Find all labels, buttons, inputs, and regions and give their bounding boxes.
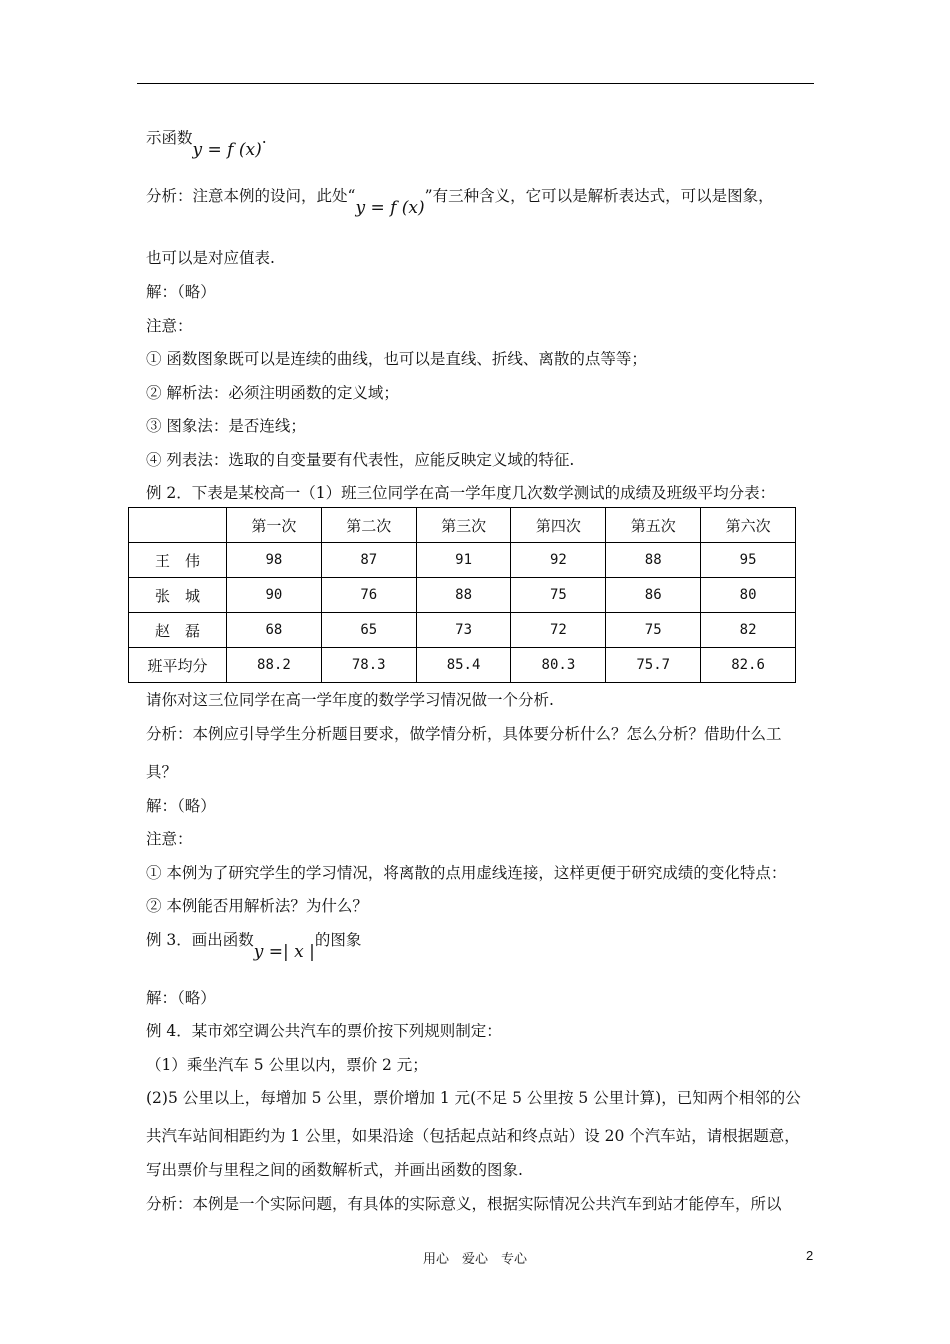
table-header-cell: 第一次 [227, 508, 322, 543]
score-cell: 87 [321, 543, 416, 578]
note-item: ② 本例能否用解析法？为什么？ [146, 897, 368, 915]
average-cell: 88.2 [227, 648, 322, 683]
average-cell: 78.3 [321, 648, 416, 683]
text: . [261, 129, 267, 147]
header-rule [137, 83, 814, 84]
text: 例 3．画出函数 [146, 931, 254, 949]
table-header-cell: 第六次 [701, 508, 796, 543]
table-header-cell: 第五次 [606, 508, 701, 543]
grades-table [128, 507, 796, 683]
example-3-heading [146, 930, 362, 962]
score-cell: 88 [606, 543, 701, 578]
score-cell: 90 [227, 578, 322, 613]
example-2-heading: 例 2．下表是某校高一（1）班三位同学在高一学年度几次数学测试的成绩及班级平均分表： [146, 484, 776, 502]
text: 分析：注意本例的设问，此处“ [146, 187, 356, 205]
solution-label: 解：（略） [146, 797, 216, 815]
text: 示函数 [146, 129, 193, 147]
score-cell: 86 [606, 578, 701, 613]
score-cell: 82 [701, 613, 796, 648]
score-cell: 76 [321, 578, 416, 613]
score-cell: 68 [227, 613, 322, 648]
score-cell: 75 [511, 578, 606, 613]
table-header-cell: 第四次 [511, 508, 606, 543]
text: 的图象 [314, 931, 362, 949]
formula-y-equals-f-x: y = f (x) [192, 140, 262, 160]
text-line: 也可以是对应值表. [146, 249, 275, 267]
student-name-cell: 王 伟 [129, 543, 227, 578]
table-row [129, 578, 796, 613]
formula-y-equals-abs-x: y =| x | [253, 942, 315, 962]
score-cell: 91 [416, 543, 511, 578]
average-cell: 75.7 [606, 648, 701, 683]
note-item: ① 本例为了研究学生的学习情况，将离散的点用虚线连接，这样更便于研究成绩的变化特点： [146, 864, 787, 882]
class-average-label: 班平均分 [129, 648, 227, 683]
student-name-cell: 赵 磊 [129, 613, 227, 648]
table-header-cell [129, 508, 227, 543]
note-item: ② 解析法：必须注明函数的定义域； [146, 384, 399, 402]
score-cell: 75 [606, 613, 701, 648]
formula-y-equals-f-x: y = f (x) [355, 198, 425, 218]
solution-label: 解：（略） [146, 989, 216, 1007]
example-4-heading: 例 4．某市郊空调公共汽车的票价按下列规则制定： [146, 1022, 502, 1040]
table-row [129, 648, 796, 683]
text-line: 写出票价与里程之间的函数解析式，并画出函数的图象. [146, 1161, 523, 1179]
text-line: 分析：本例应引导学生分析题目要求，做学情分析，具体要分析什么？怎么分析？借助什么工 [146, 725, 782, 743]
score-cell: 98 [227, 543, 322, 578]
average-cell: 82.6 [701, 648, 796, 683]
solution-label: 解：（略） [146, 283, 216, 301]
score-cell: 65 [321, 613, 416, 648]
page-number: 2 [806, 1248, 814, 1263]
average-cell: 85.4 [416, 648, 511, 683]
table-row [129, 543, 796, 578]
text-line [146, 128, 267, 160]
text-line [146, 186, 774, 218]
note-label: 注意： [146, 317, 193, 335]
note-item: ④ 列表法：选取的自变量要有代表性，应能反映定义域的特征. [146, 451, 575, 469]
student-name-cell: 张 城 [129, 578, 227, 613]
table-header-row [129, 508, 796, 543]
text: ”有三种含义，它可以是解析表达式，可以是图象， [424, 187, 774, 205]
note-item: ① 函数图象既可以是连续的曲线，也可以是直线、折线、离散的点等等； [146, 350, 647, 368]
score-cell: 72 [511, 613, 606, 648]
score-cell: 95 [701, 543, 796, 578]
score-cell: 73 [416, 613, 511, 648]
note-label: 注意： [146, 830, 193, 848]
footer-motto: 用心 爱心 专心 [422, 1252, 527, 1267]
rule-item: （1）乘坐汽车 5 公里以内，票价 2 元； [146, 1056, 428, 1074]
table-row [129, 613, 796, 648]
score-cell: 92 [511, 543, 606, 578]
text-line: 分析：本例是一个实际问题，有具体的实际意义，根据实际情况公共汽车到站才能停车，所以 [146, 1195, 782, 1213]
score-cell: 88 [416, 578, 511, 613]
text-line: 具？ [146, 763, 178, 781]
table-header-cell: 第二次 [321, 508, 416, 543]
average-cell: 80.3 [511, 648, 606, 683]
note-item: ③ 图象法：是否连线； [146, 417, 306, 435]
rule-item: (2)5 公里以上，每增加 5 公里，票价增加 1 元(不足 5 公里按 5 公里计算)，已知两个相邻的公 [146, 1089, 801, 1107]
text-line: 请你对这三位同学在高一学年度的数学学习情况做一个分析. [146, 691, 554, 709]
table-header-cell: 第三次 [416, 508, 511, 543]
text-line: 共汽车站间相距约为 1 公里，如果沿途（包括起点站和终点站）设 20 个汽车站，请根据题意， [146, 1127, 800, 1145]
score-cell: 80 [701, 578, 796, 613]
